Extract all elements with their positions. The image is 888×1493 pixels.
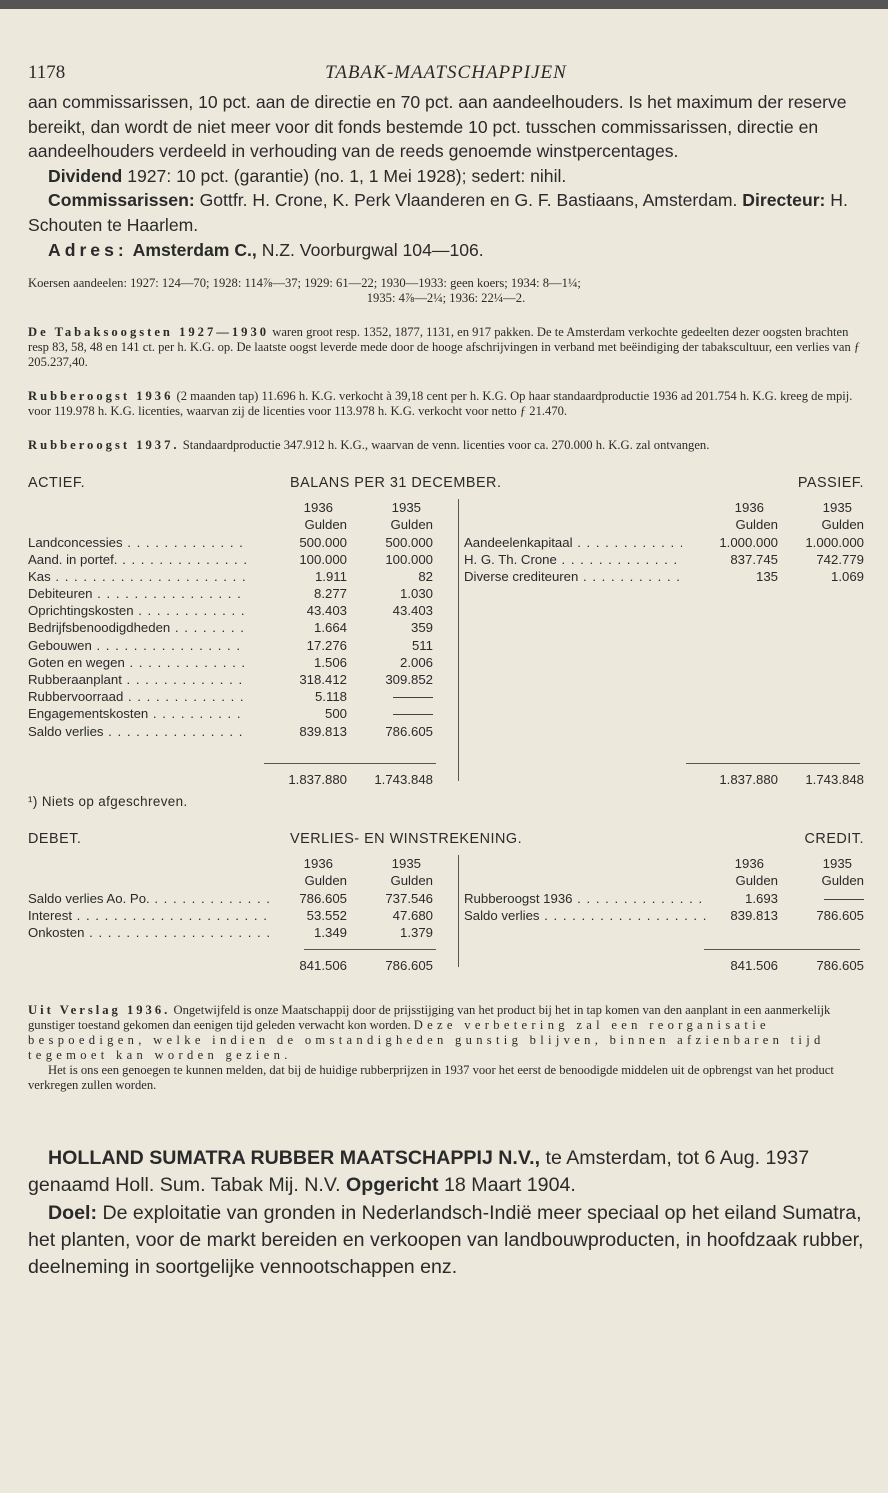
debet-rows <box>28 890 433 942</box>
actief-column <box>28 499 433 740</box>
actief-row-value-1936: 17.276 <box>306 637 347 653</box>
actief-row-label: Saldo verlies . . . <box>28 723 246 740</box>
actief-row-value-1935: 1.030 <box>399 586 433 602</box>
page-number: 1178 <box>28 62 66 83</box>
debet-row-value-1936: 1.349 <box>313 924 347 940</box>
wv-divider <box>458 855 459 967</box>
credit-row-label: Saldo verlies . . . <box>464 907 708 924</box>
actief-totals <box>28 771 433 788</box>
actief-row-value-1935: 309.852 <box>385 672 433 688</box>
company-text: te Amsterdam, tot 6 Aug. 1937 genaamd Holl. Sum. Tabak Mij. N.V. <box>28 1147 810 1197</box>
credit-rows <box>464 890 864 924</box>
actief-total-1935: 1.743.848 <box>374 772 433 788</box>
passief-total-1936: 1.837.880 <box>719 772 778 788</box>
debet-unit-1935: Gulden <box>390 873 433 889</box>
holland-sumatra-section <box>28 1145 864 1281</box>
passief-rows <box>464 534 864 586</box>
credit-total-1936: 841.506 <box>730 958 778 974</box>
actief-row-value-1936: 8.277 <box>313 586 347 602</box>
empty-value-dash <box>393 697 433 698</box>
passief-total-1935: 1.743.848 <box>805 772 864 788</box>
actief-total-1936: 1.837.880 <box>288 772 347 788</box>
actief-row <box>28 654 433 671</box>
credit-row-value-1935: 786.605 <box>816 907 864 923</box>
credit-year-1936: 1936 <box>734 856 764 872</box>
debet-row-value-1935: 47.680 <box>392 907 433 923</box>
opgericht-text: 18 Maart 1904. <box>444 1174 576 1197</box>
verslag-text-1: Ongetwijfeld is onze Maatschappij door de prijsstijging van het product bij het in tap komen van den aanplant in een aanmerkelijk gunstiger toestand gekomen dan eenigen tijd geleden verwacht kon worden. <box>28 1003 831 1033</box>
passief-unit-1935: Gulden <box>821 517 864 533</box>
passief-totals <box>464 771 864 788</box>
debet-year-1935: 1935 <box>391 856 421 872</box>
credit-unit-1936: Gulden <box>735 873 778 889</box>
actief-row-value-1936: 43.403 <box>306 603 347 619</box>
rubber1937-note <box>28 438 864 453</box>
credit-row-value-1936: 839.813 <box>730 907 778 923</box>
credit-total-rule <box>704 949 860 950</box>
actief-row <box>28 723 433 740</box>
verslag-label: Uit Verslag 1936. <box>28 1003 171 1018</box>
directeur-text: H. Schouten te Haarlem. <box>28 190 848 235</box>
debet-total-1936: 841.506 <box>299 958 347 974</box>
debet-row-value-1936: 786.605 <box>299 890 347 906</box>
oogsten-text: waren groot resp. 1352, 1877, 1131, en 917 pakken. De te Amsterdam verkochte gedeelten dezer oogsten brachten resp 83, 58, 48 en 141 ct. per h. K.G. op. De laatste oogst leverde mede door de hooge afschrijvingen in verband met beëindiging der tabakscultuur, een verlies van ƒ 205.237,40. <box>28 325 861 370</box>
credit-total-1935: 786.605 <box>816 958 864 974</box>
actief-total-rule <box>264 763 436 764</box>
passief-row-value-1936: 1.000.000 <box>719 534 778 550</box>
actief-row-label: Debiteuren . . . <box>28 585 246 602</box>
debet-year-1936: 1936 <box>303 856 333 872</box>
actief-row-label: Rubberaanplant . . . <box>28 671 246 688</box>
verslag-section <box>28 1003 864 1093</box>
actief-unit-1936: Gulden <box>304 517 347 533</box>
verslag-paragraph <box>28 1003 864 1063</box>
passief-heading: PASSIEF. <box>797 475 864 492</box>
actief-row-value-1935: 511 <box>411 637 433 653</box>
debet-column <box>28 855 433 941</box>
actief-row-value-1936: 5.118 <box>314 689 347 705</box>
rubber1936-label: Rubberoogst 1936 <box>28 389 174 404</box>
debet-row-value-1936: 53.552 <box>306 907 347 923</box>
debet-unit-row <box>28 872 433 889</box>
actief-row <box>28 585 433 602</box>
actief-row <box>28 602 433 619</box>
credit-row-value-1936: 1.693 <box>744 890 778 906</box>
doel-paragraph <box>28 1200 864 1282</box>
debet-total-rule <box>304 949 436 950</box>
actief-row-label: Rubbervoorraad . . . <box>28 688 246 705</box>
verslag-text-3: Het is ons een genoegen te kunnen melden, dat bij de huidige rubberprijzen in 1937 voor het eerst de benoodigde middelen uit de opbrengst van het product verkregen zullen worden. <box>28 1063 834 1093</box>
page-header <box>28 62 864 90</box>
passief-unit-row <box>464 516 864 533</box>
koersen-line-1: Koersen aandeelen: 1927: 124—70; 1928: 114⅞—37; 1929: 61—22; 1930—1933: geen koers; 1934: 8—1¼; <box>28 276 581 291</box>
actief-row-value-1935 <box>393 705 433 722</box>
actief-row-value-1936: 1.911 <box>314 568 347 584</box>
credit-year-1935: 1935 <box>822 856 852 872</box>
passief-row <box>464 551 864 568</box>
actief-heading: ACTIEF. <box>28 475 86 492</box>
adres-label: Adres: <box>48 239 128 260</box>
debet-row-value-1935: 737.546 <box>385 890 433 906</box>
credit-row <box>464 890 864 907</box>
actief-row-value-1935: 2.006 <box>399 654 433 670</box>
actief-row-value-1935: 43.403 <box>392 603 433 619</box>
passief-row-value-1936: 837.745 <box>730 551 778 567</box>
actief-row-label: Goten en wegen . . . <box>28 654 246 671</box>
credit-row-value-1935 <box>824 890 864 907</box>
balans-header <box>28 475 864 497</box>
actief-unit-row <box>28 516 433 533</box>
actief-row-label: Gebouwen . . . <box>28 637 246 654</box>
actief-row-label: Bedrijfsbenoodigdheden . . . <box>28 619 246 636</box>
rubber1937-paragraph <box>28 438 864 453</box>
passief-year-row <box>464 499 864 516</box>
actief-row-label: Engagementskosten . . . <box>28 705 246 722</box>
actief-row-value-1936: 1.664 <box>313 620 347 636</box>
actief-row <box>28 619 433 636</box>
dividend-text: 1927: 10 pct. (garantie) (no. 1, 1 Mei 1928); sedert: nihil. <box>127 165 567 186</box>
balans-footnote: ¹) Niets op afgeschreven. <box>28 794 188 810</box>
debet-year-row <box>28 855 433 872</box>
credit-year-row <box>464 855 864 872</box>
actief-row-label: Aand. in portef. . . . <box>28 551 246 568</box>
actief-row-value-1935 <box>393 688 433 705</box>
debet-row <box>28 890 433 907</box>
actief-year-1936: 1936 <box>303 500 333 516</box>
actief-row-value-1935: 82 <box>418 568 433 584</box>
actief-row <box>28 705 433 722</box>
credit-totals <box>464 957 864 974</box>
commissarissen-label: Commissarissen: <box>48 190 195 211</box>
adres-text: N.Z. Voorburgwal 104—106. <box>261 239 484 260</box>
doel-text: De exploitatie van gronden in Nederlandsch-Indië meer speciaal op het eiland Sumatra, het planten, voor de markt bereiden en verkoopen van landbouwproducten, in hoofdzaak rubber, deelneming in soortgelijke vennootschappen enz. <box>28 1201 864 1278</box>
holland-intro <box>28 1145 864 1199</box>
passief-row-label: Diverse crediteuren . . . <box>464 568 682 585</box>
actief-row-value-1936: 318.412 <box>299 672 347 688</box>
actief-row-value-1936: 100.000 <box>299 551 347 567</box>
actief-row-value-1936: 839.813 <box>299 723 347 739</box>
rubber1937-text: Standaardproductie 347.912 h. K.G., waarvan de venn. licenties voor ca. 270.000 h. K.G. zal ontvangen. <box>182 438 710 453</box>
passief-year-1935: 1935 <box>822 500 852 516</box>
wv-title: VERLIES- EN WINSTREKENING. <box>290 831 523 848</box>
company-name: HOLLAND SUMATRA RUBBER MAATSCHAPPIJ N.V., <box>48 1147 541 1170</box>
passief-column <box>464 499 864 585</box>
oogsten-label: De Tabaksoogsten 1927—1930 <box>28 325 270 340</box>
dividend-line <box>28 164 864 189</box>
passief-row-label: H. G. Th. Crone . . . <box>464 551 682 568</box>
actief-row-value-1935: 500.000 <box>385 534 433 550</box>
debet-row-value-1935: 1.379 <box>399 924 433 940</box>
credit-heading: CREDIT. <box>804 831 864 848</box>
actief-rows <box>28 534 433 740</box>
actief-row <box>28 534 433 551</box>
oogsten-note <box>28 325 864 370</box>
actief-row-value-1935: 786.605 <box>385 723 433 739</box>
debet-total-1935: 786.605 <box>385 958 433 974</box>
running-title: TABAK-MAATSCHAPPIJEN <box>325 62 567 83</box>
rubber1937-label: Rubberoogst 1937. <box>28 438 180 453</box>
actief-row-value-1936: 1.506 <box>313 654 347 670</box>
debet-row <box>28 907 433 924</box>
actief-row-label: Kas . . . <box>28 568 246 585</box>
passief-row-label: Aandeelenkapitaal . . . <box>464 534 682 551</box>
passief-row <box>464 568 864 585</box>
intro-paragraph: aan commissarissen, 10 pct. aan de directie en 70 pct. aan aandeelhouders. Is het maximum der reserve bereikt, dan wordt de niet meer voor dit fonds bestemde 10 pct. tusschen commissarissen, directie en aandeelhouders verdeeld in verhouding van de reeds genoemde winstpercentages. <box>28 92 847 162</box>
credit-unit-row <box>464 872 864 889</box>
wv-header <box>28 831 864 853</box>
actief-row-value-1936: 500.000 <box>299 534 347 550</box>
passief-year-1936: 1936 <box>734 500 764 516</box>
passief-row-value-1936: 135 <box>755 568 778 584</box>
actief-year-row <box>28 499 433 516</box>
passief-row <box>464 534 864 551</box>
debet-row <box>28 924 433 941</box>
debet-row-label: Saldo verlies Ao. Po. . . . <box>28 890 272 907</box>
debet-row-label: Interest . . . <box>28 907 272 924</box>
actief-row <box>28 688 433 705</box>
page-top-edge <box>0 0 888 9</box>
page <box>28 62 864 1281</box>
adres-city: Amsterdam C., <box>132 239 257 260</box>
wv-section <box>28 831 864 999</box>
credit-row-label: Rubberoogst 1936 . . . <box>464 890 708 907</box>
actief-row-label: Landconcessies . . . <box>28 534 246 551</box>
directeur-label: Directeur: <box>742 190 826 211</box>
verslag-text-2: Deze verbetering zal een reorganisatie bespoedigen, welke indien de omstandigheden gunstig blijven, binnen afzienbaren tijd tegemoet kan worden gezien. <box>28 1018 825 1063</box>
intro-section <box>28 90 864 262</box>
koersen-line-2: 1935: 4⅞—2¼; 1936: 22¼—2. <box>366 291 526 306</box>
commissarissen-text: Gottfr. H. Crone, K. Perk Vlaanderen en G. F. Bastiaans, Amsterdam. <box>199 190 738 211</box>
actief-year-1935: 1935 <box>391 500 421 516</box>
rubber1936-paragraph <box>28 389 864 419</box>
actief-row-value-1935: 100.000 <box>385 551 433 567</box>
commissarissen-line <box>28 188 864 237</box>
credit-row <box>464 907 864 924</box>
balans-title: BALANS PER 31 DECEMBER. <box>290 475 502 492</box>
credit-column <box>464 855 864 924</box>
oogsten-paragraph <box>28 325 864 370</box>
actief-row-value-1935: 359 <box>410 620 433 636</box>
rubber1936-text: (2 maanden tap) 11.696 h. K.G. verkocht à 39,18 cent per h. K.G. Op haar standaardproductie 1936 ad 201.754 h. K.G. kreeg de mpij. voor 119.978 h. K.G. licenties, waarvan zij de licenties voor 113.978 h. K.G. verkocht voor netto ƒ 21.470. <box>28 389 853 419</box>
adres-line <box>28 238 864 263</box>
opgericht-label: Opgericht <box>346 1174 439 1197</box>
passief-unit-1936: Gulden <box>735 517 778 533</box>
actief-row-label: Oprichtingskosten . . . <box>28 602 246 619</box>
actief-row <box>28 551 433 568</box>
passief-row-value-1935: 1.000.000 <box>805 534 864 550</box>
doel-label: Doel: <box>48 1201 97 1224</box>
actief-row-value-1936: 500 <box>324 706 347 722</box>
koersen-block <box>28 276 864 306</box>
actief-unit-1935: Gulden <box>390 517 433 533</box>
balans-section <box>28 475 864 817</box>
debet-row-label: Onkosten . . . <box>28 924 272 941</box>
dividend-label: Dividend <box>48 165 123 186</box>
debet-heading: DEBET. <box>28 831 82 848</box>
balans-divider <box>458 499 459 781</box>
actief-row <box>28 671 433 688</box>
passief-total-rule <box>686 763 860 764</box>
empty-value-dash <box>393 714 433 715</box>
empty-value-dash <box>824 899 864 900</box>
debet-unit-1936: Gulden <box>304 873 347 889</box>
actief-row <box>28 637 433 654</box>
debet-totals <box>28 957 433 974</box>
rubber1936-note <box>28 389 864 419</box>
actief-row <box>28 568 433 585</box>
credit-unit-1935: Gulden <box>821 873 864 889</box>
passief-row-value-1935: 742.779 <box>816 551 864 567</box>
passief-row-value-1935: 1.069 <box>830 568 864 584</box>
